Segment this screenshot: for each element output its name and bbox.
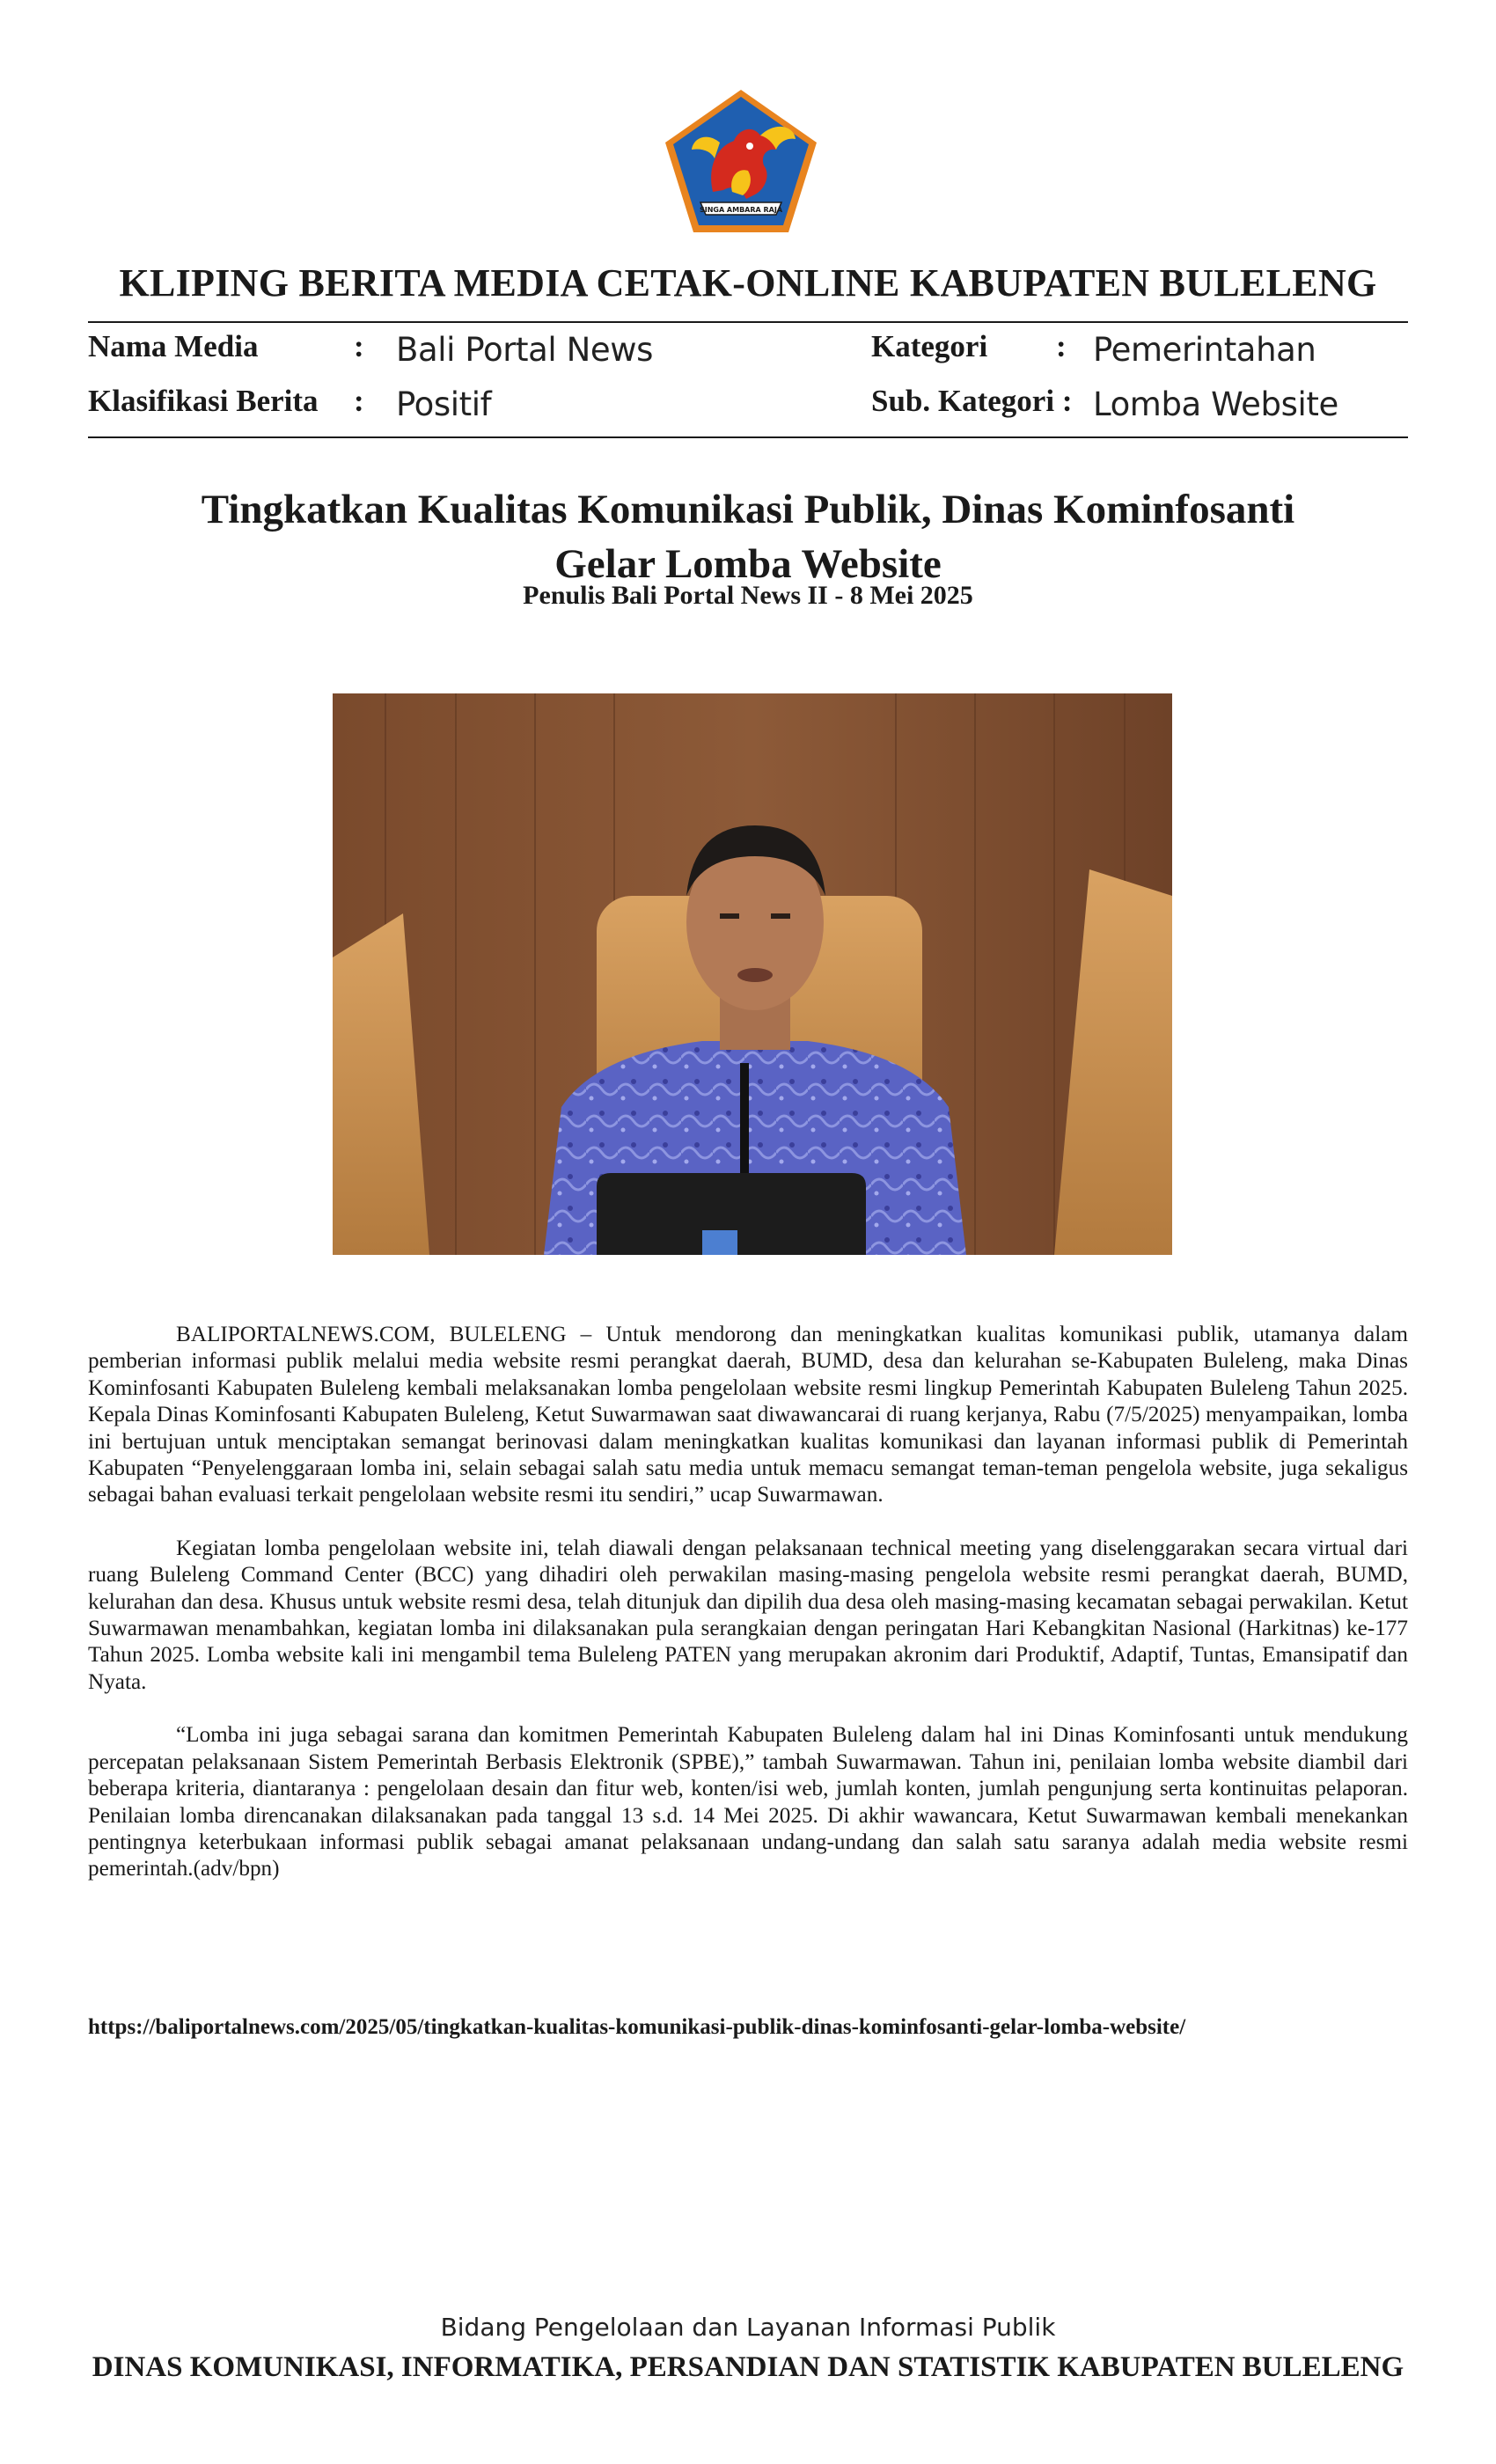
divider-top [88, 321, 1408, 323]
kategori-value: Pemerintahan [1093, 331, 1316, 369]
document-title: KLIPING BERITA MEDIA CETAK-ONLINE KABUPATEN BULELENG [119, 261, 1377, 304]
article-paragraph-3: “Lomba ini juga sebagai sarana dan komitmen Pemerintah Kabupaten Buleleng dalam hal ini Dinas Kominfosanti untuk mendukung percepatan pelaksanaan Sistem Pemerintah Berbasis Elektronik (SPBE),” tambah Suwarmawan. Tahun ini, penilaian lomba website diambil dari beberapa kriteria, diantaranya : pengelolaan desain dan fitur web, konten/isi web, jumlah konten, jumlah pengunjung serta kontinuitas pelaporan. Penilaian lomba direncanakan dilaksanakan pada tanggal 13 s.d. 14 Mei 2025. Di akhir wawancara, Ketut Suwarmawan kembali menekankan pentingnya keterbukaan informasi publik sebagai amanat pelaksanaan undang-undang dan salah satu saranya adalah media website resmi pemerintah.(adv/bpn) [88, 1723, 1408, 1881]
kategori-colon: : [1056, 329, 1067, 363]
sub-kategori-value: Lomba Website [1093, 385, 1338, 423]
article-body [88, 1322, 1408, 1910]
article-paragraph-2: Kegiatan lomba pengelolaan website ini, telah diawali dengan pelaksanaan technical meeting yang diselenggarakan secara virtual dari ruang Buleleng Command Center (BCC) yang dihadiri oleh perwakilan masing-masing pengelola website resmi perangkat daerah, BUMD, kelurahan dan desa. Khusus untuk website resmi desa, telah ditunjuk dan dipilih dua desa oleh masing-masing kecamatan sebagai perwakilan. Ketut Suwarmawan menambahkan, kegiatan lomba ini dilaksanakan pula serangkaian dengan peringatan Hari Kebangkitan Nasional (Harkitnas) ke-177 Tahun 2025. Lomba website kali ini mengambil tema Buleleng PATEN yang merupakan akronim dari Produktif, Adaptif, Tuntas, Emansipatif dan Nyata. [88, 1536, 1408, 1694]
footer-division: Bidang Pengelolaan dan Layanan Informasi Publik [440, 2313, 1056, 2342]
article-paragraph-1: BALIPORTALNEWS.COM, BULELENG – Untuk mendorong dan meningkatkan kualitas komunikasi publik, utamanya dalam pemberian informasi publik melalui media website resmi perangkat daerah, BUMD, desa dan kelurahan se-Kabupaten Buleleng, maka Dinas Kominfosanti Kabupaten Buleleng kembali melaksanakan lomba pengelolaan website resmi lingkup Pemerintah Kabupaten Buleleng Tahun 2025. Kepala Dinas Kominfosanti Kabupaten Buleleng, Ketut Suwarmawan saat diwawancarai di ruang kerjanya, Rabu (7/5/2025) menyampaikan, lomba ini bertujuan untuk menciptakan semangat berinovasi dalam meningkatkan kualitas komunikasi dan layanan informasi publik di Pemerintah Kabupaten “Penyelenggaraan lomba ini, selain sebagai salah satu media untuk memacu semangat teman-teman pengelola website, juga sekaligus sebagai bahan evaluasi terkait pengelolaan website resmi itu sendiri,” ucap Suwarmawan. [88, 1323, 1408, 1507]
source-url-link[interactable]: https://baliportalnews.com/2025/05/tingkatkan-kualitas-komunikasi-publik-dinas-kominfosanti-gelar-lomba-website/ [88, 2015, 1186, 2039]
nama-media-colon: : [354, 329, 364, 363]
divider-bottom [88, 436, 1408, 438]
buleleng-crest-logo [662, 86, 820, 236]
headline-line-2: Gelar Lomba Website [554, 541, 942, 587]
sub-kategori-label: Sub. Kategori : [871, 384, 1073, 418]
article-photo [333, 693, 1172, 1255]
article-headline [0, 482, 1496, 591]
article-byline: Penulis Bali Portal News II - 8 Mei 2025 [523, 581, 973, 610]
headline-line-1: Tingkatkan Kualitas Komunikasi Publik, Dinas Kominfosanti [201, 487, 1295, 532]
footer-agency: DINAS KOMUNIKASI, INFORMATIKA, PERSANDIAN DAN STATISTIK KABUPATEN BULELENG [92, 2351, 1404, 2383]
klasifikasi-label: Klasifikasi Berita [88, 384, 319, 418]
kategori-label: Kategori [871, 329, 988, 363]
klasifikasi-colon: : [354, 384, 364, 418]
nama-media-value: Bali Portal News [396, 331, 654, 369]
klasifikasi-value: Positif [396, 385, 492, 423]
logo-motto: SINGA AMBARA RAJA [699, 206, 783, 214]
nama-media-label: Nama Media [88, 329, 259, 363]
